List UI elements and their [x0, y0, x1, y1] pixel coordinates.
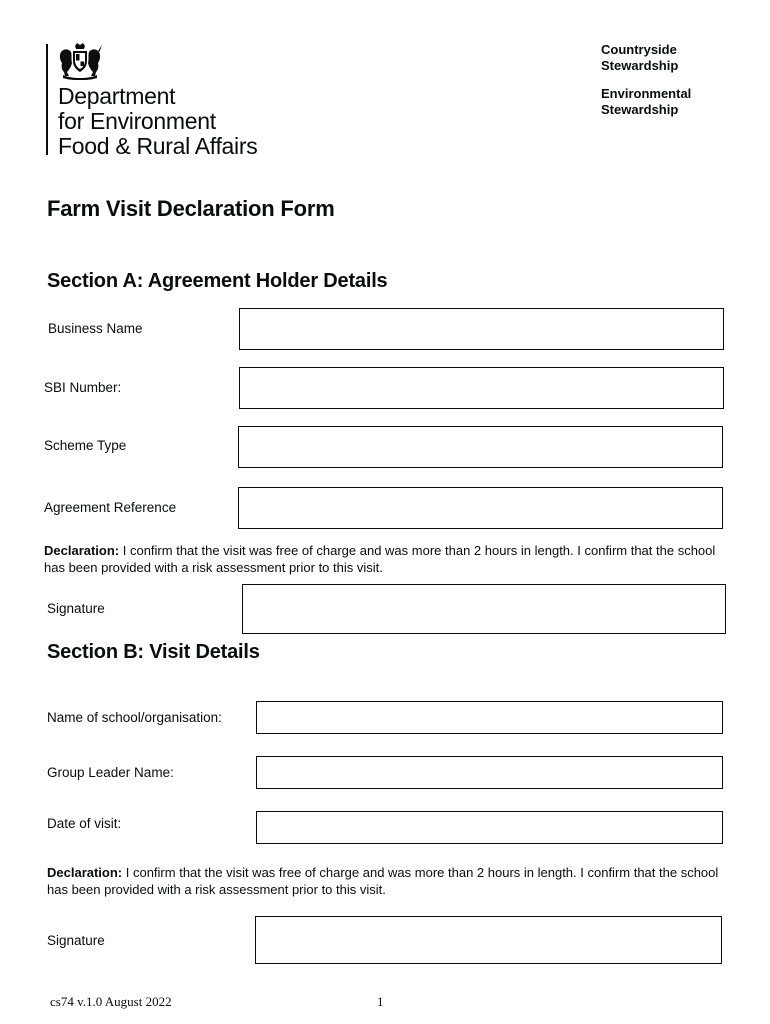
scheme-type-input[interactable] [238, 426, 723, 468]
scheme-label-environmental: Environmental [601, 86, 692, 101]
section-b-declaration [47, 864, 737, 898]
declaration-text: I confirm that the visit was free of charge and was more than 2 hours in length. I confirm that the school has been provided with a risk assessment prior to this visit. [47, 865, 719, 897]
scheme-label-countryside: Countryside [601, 42, 677, 57]
agreement-reference-input[interactable] [238, 487, 723, 529]
section-a-heading: Section A: Agreement Holder Details [47, 270, 388, 292]
section-b-signature-input[interactable] [255, 916, 722, 964]
declaration-lead: Declaration: [44, 543, 120, 558]
department-name-line-3: Food & Rural Affairs [58, 133, 258, 159]
sbi-number-input[interactable] [239, 367, 724, 409]
scheme-label-countryside-2: Stewardship [601, 58, 679, 73]
royal-coat-of-arms-icon [57, 42, 103, 80]
logo-rule [46, 44, 48, 155]
section-a-signature-label: Signature [47, 601, 105, 616]
form-title: Farm Visit Declaration Form [47, 196, 335, 221]
declaration-text: I confirm that the visit was free of charge and was more than 2 hours in length. I confirm that the school has been provided with a risk assessment prior to this visit. [44, 543, 716, 575]
scheme-type-label: Scheme Type [44, 438, 127, 453]
agreement-reference-label: Agreement Reference [44, 500, 177, 515]
group-leader-name-input[interactable] [256, 756, 723, 789]
footer-page-number: 1 [377, 994, 384, 1009]
sbi-number-label: SBI Number: [44, 380, 122, 395]
business-name-input[interactable] [239, 308, 724, 350]
section-b-heading: Section B: Visit Details [47, 641, 260, 663]
school-name-label: Name of school/organisation: [47, 710, 222, 725]
scheme-label-environmental-2: Stewardship [601, 102, 679, 117]
date-of-visit-label: Date of visit: [47, 816, 122, 831]
section-a-signature-input[interactable] [242, 584, 726, 634]
department-name-line-2: for Environment [58, 108, 216, 134]
business-name-label: Business Name [48, 321, 143, 336]
department-name-line-1: Department [58, 83, 176, 109]
group-leader-name-label: Group Leader Name: [47, 765, 174, 780]
section-a-declaration [44, 542, 734, 576]
footer-version: cs74 v.1.0 August 2022 [50, 994, 172, 1009]
date-of-visit-input[interactable] [256, 811, 723, 844]
declaration-lead: Declaration: [47, 865, 123, 880]
school-name-input[interactable] [256, 701, 723, 734]
section-b-signature-label: Signature [47, 933, 105, 948]
